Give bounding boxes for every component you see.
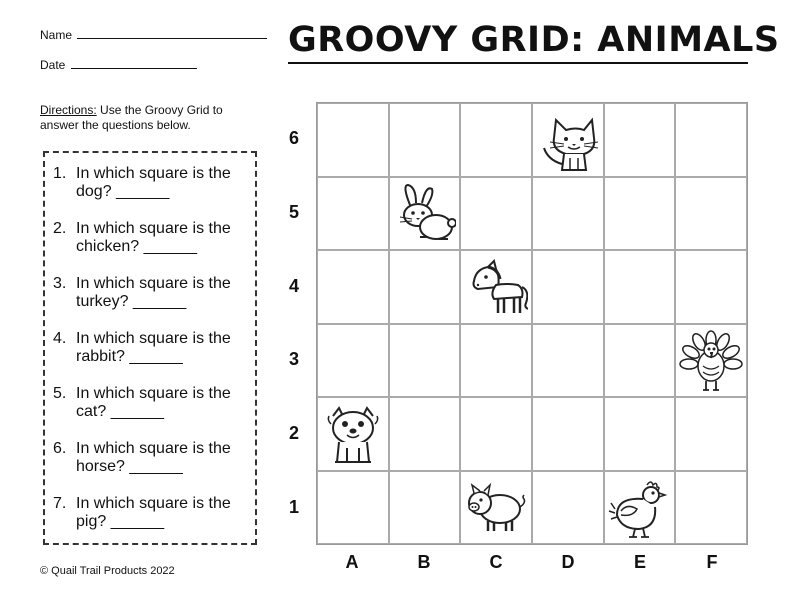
grid-cell — [675, 471, 747, 545]
date-line[interactable] — [71, 58, 197, 69]
question-number: 5. — [53, 385, 67, 402]
grid-cell — [389, 324, 461, 398]
question-text: In which square is the chicken? ______ — [76, 220, 231, 255]
grid-cell — [675, 324, 747, 398]
grid-cell — [317, 324, 389, 398]
name-line[interactable] — [77, 28, 267, 39]
title-underline — [288, 62, 748, 64]
grid-cell — [604, 397, 676, 471]
grid-cell — [675, 250, 747, 324]
dog-icon — [321, 402, 385, 466]
row-label: 4 — [288, 275, 299, 296]
grid-cell — [389, 471, 461, 545]
grid-cell — [675, 103, 747, 177]
question-item — [53, 220, 253, 256]
grid-cell — [675, 177, 747, 251]
question-item — [53, 330, 253, 366]
grid-cell — [460, 324, 532, 398]
grid-cell — [604, 103, 676, 177]
date-field[interactable] — [40, 58, 197, 72]
question-text: In which square is the pig? ______ — [76, 495, 231, 530]
question-number: 7. — [53, 495, 67, 512]
question-number: 2. — [53, 220, 67, 237]
question-item — [53, 495, 253, 531]
grid-cell — [532, 103, 604, 177]
grid-cell — [389, 250, 461, 324]
question-item — [53, 275, 253, 311]
grid-cell — [460, 177, 532, 251]
rabbit-icon — [392, 181, 456, 245]
column-label: E — [633, 552, 646, 572]
column-label: D — [561, 552, 575, 572]
directions-label: Directions: — [40, 103, 97, 117]
grid-cell — [532, 397, 604, 471]
question-item — [53, 440, 253, 476]
question-text: In which square is the horse? ______ — [76, 440, 231, 475]
grid-cell — [532, 250, 604, 324]
grid-cell — [460, 397, 532, 471]
row-label: 1 — [288, 497, 299, 518]
cat-icon — [536, 108, 600, 172]
question-number: 3. — [53, 275, 67, 292]
question-box — [43, 151, 257, 545]
grid-cell — [460, 471, 532, 545]
directions-text: Use the Groovy Grid to answer the questions below. — [40, 103, 223, 132]
grid-cell — [460, 103, 532, 177]
copyright: © Quail Trail Products 2022 — [40, 565, 175, 577]
grid-cell — [317, 103, 389, 177]
question-item — [53, 385, 253, 421]
grid-cell — [532, 177, 604, 251]
grid-cell — [532, 324, 604, 398]
question-number: 4. — [53, 330, 67, 347]
row-label: 3 — [288, 349, 299, 370]
grid-cell — [389, 103, 461, 177]
column-label: C — [489, 552, 503, 572]
question-item — [53, 165, 253, 201]
column-label: B — [417, 552, 431, 572]
grid-cell — [317, 250, 389, 324]
date-label: Date — [40, 58, 66, 72]
directions — [40, 103, 245, 133]
column-label: F — [706, 552, 718, 572]
question-text: In which square is the cat? ______ — [76, 385, 231, 420]
groovy-grid — [316, 102, 748, 545]
grid-cell — [460, 250, 532, 324]
grid-cell — [604, 471, 676, 545]
turkey-icon — [679, 328, 743, 392]
row-label: 5 — [288, 201, 299, 222]
question-number: 6. — [53, 440, 67, 457]
grid-cell — [532, 471, 604, 545]
column-label: A — [345, 552, 359, 572]
name-label: Name — [40, 28, 73, 42]
grid-cell — [317, 397, 389, 471]
grid-cell — [604, 324, 676, 398]
pig-icon — [464, 475, 528, 539]
chicken-icon — [607, 475, 671, 539]
grid-cell — [317, 177, 389, 251]
grid-cell — [675, 397, 747, 471]
horse-icon — [464, 255, 528, 319]
question-text: In which square is the rabbit? ______ — [76, 330, 231, 365]
grid-cell — [604, 250, 676, 324]
question-text: In which square is the dog? ______ — [76, 165, 231, 200]
grid-cell — [317, 471, 389, 545]
row-label: 2 — [288, 423, 299, 444]
grid-cell — [389, 177, 461, 251]
question-text: In which square is the turkey? ______ — [76, 275, 231, 310]
grid-cell — [389, 397, 461, 471]
page-title: GROOVY GRID: ANIMALS — [288, 20, 780, 60]
question-number: 1. — [53, 165, 67, 182]
row-label: 6 — [288, 127, 299, 148]
grid-cell — [604, 177, 676, 251]
name-field[interactable] — [40, 28, 267, 42]
